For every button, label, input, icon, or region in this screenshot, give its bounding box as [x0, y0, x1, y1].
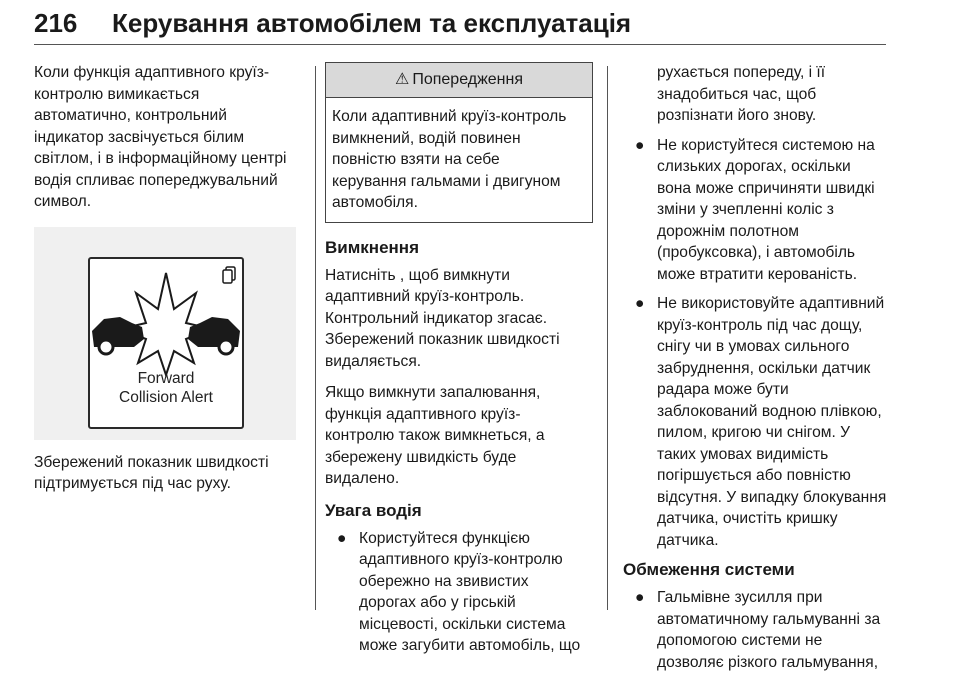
section-heading-off: Вимкнення — [325, 237, 419, 257]
page-title: Керування автомобілем та експлуатація — [112, 8, 632, 38]
bullet-winding-roads: ● Користуйтеся функцією адаптивного круїз-контролю обережно на звивистих дорогах або у гірській місцевості, оскільки система може загубити автомобіль, що — [337, 529, 581, 654]
intro-paragraph: Коли функція адаптивного круїз- контролю вимикається автоматично, контрольний індикатор засвічується білим світлом, і в інформаційному центрі водія спливає попереджувальний символ. — [34, 64, 287, 210]
column-divider-2 — [607, 66, 608, 610]
warning-header — [326, 63, 592, 98]
bullet-dot-icon: ● — [635, 295, 645, 312]
header-rule — [34, 44, 886, 45]
column-3 — [623, 62, 893, 681]
phone-icon — [223, 267, 235, 283]
ignition-paragraph: Якщо вимкнути запалювання, функція адаптивного круїз- контролю також вимкнеться, а збережену швидкість буде видалено. — [325, 384, 545, 487]
warning-title: Попередження — [412, 71, 524, 88]
section-heading-limits: Обмеження системи — [623, 560, 795, 579]
page-number: 216 — [34, 8, 78, 38]
column-divider-1 — [315, 66, 316, 610]
bullet-slippery-roads: ● Не користуйтеся системою на слизьких дорогах, оскільки вона може спричиняти швидкі зміни у зчепленні коліс з дорожнім полотном (пробуксовка), і автомобіль може втратити керованість. — [635, 136, 875, 283]
bullet-weather-conditions: ● Не використовуйте адаптивний круїз-контроль під час дощу, снігу чи в умовах сильного забруднення, оскільки датчик радара може бути заблокований водною плівкою, пилом, кригою чи снігом. У таких умовах видимість погіршується або повністю відсутня. У випадку блокування датчика, очистіть кришку датчика. — [635, 295, 887, 549]
bullet-braking-force: ● Гальмівне зусилля при автоматичному гальмуванні за допомогою системи не дозволяє різкого гальмування, — [635, 589, 881, 671]
bullet-dot-icon: ● — [635, 589, 645, 606]
bullet-dot-icon: ● — [635, 136, 645, 154]
warning-triangle-icon: ⚠ — [394, 71, 410, 88]
column-2 — [325, 62, 593, 665]
figure-label-collision-alert: Collision Alert — [119, 388, 213, 406]
section-heading-attention: Увага водія — [325, 500, 422, 520]
column-1 — [34, 62, 306, 505]
right-car-icon — [188, 317, 240, 354]
speed-memory-paragraph: Збережений показник швидкості підтримується під час руху. — [34, 453, 269, 492]
warning-body: Коли адаптивний круїз-контроль вимкнений, водій повинен повністю взяти на себе керування гальмами і двигуном автомобіля. — [332, 108, 567, 211]
figure-label-forward: Forward — [137, 369, 195, 387]
alert-display-frame — [88, 257, 244, 429]
forward-collision-alert-figure — [34, 227, 296, 440]
left-car-icon — [92, 317, 144, 354]
warning-box — [325, 62, 593, 223]
bullet-dot-icon: ● — [337, 529, 347, 547]
page-header — [34, 0, 886, 44]
off-paragraph: Натисніть , щоб вимкнути адаптивний круїз-контроль. Контрольний індикатор згасає. Збережений показник швидкості видаляється. — [325, 266, 560, 370]
bullet-continuation: рухається попереду, і її знадобиться час, щоб розпізнати його знову. — [657, 64, 826, 124]
